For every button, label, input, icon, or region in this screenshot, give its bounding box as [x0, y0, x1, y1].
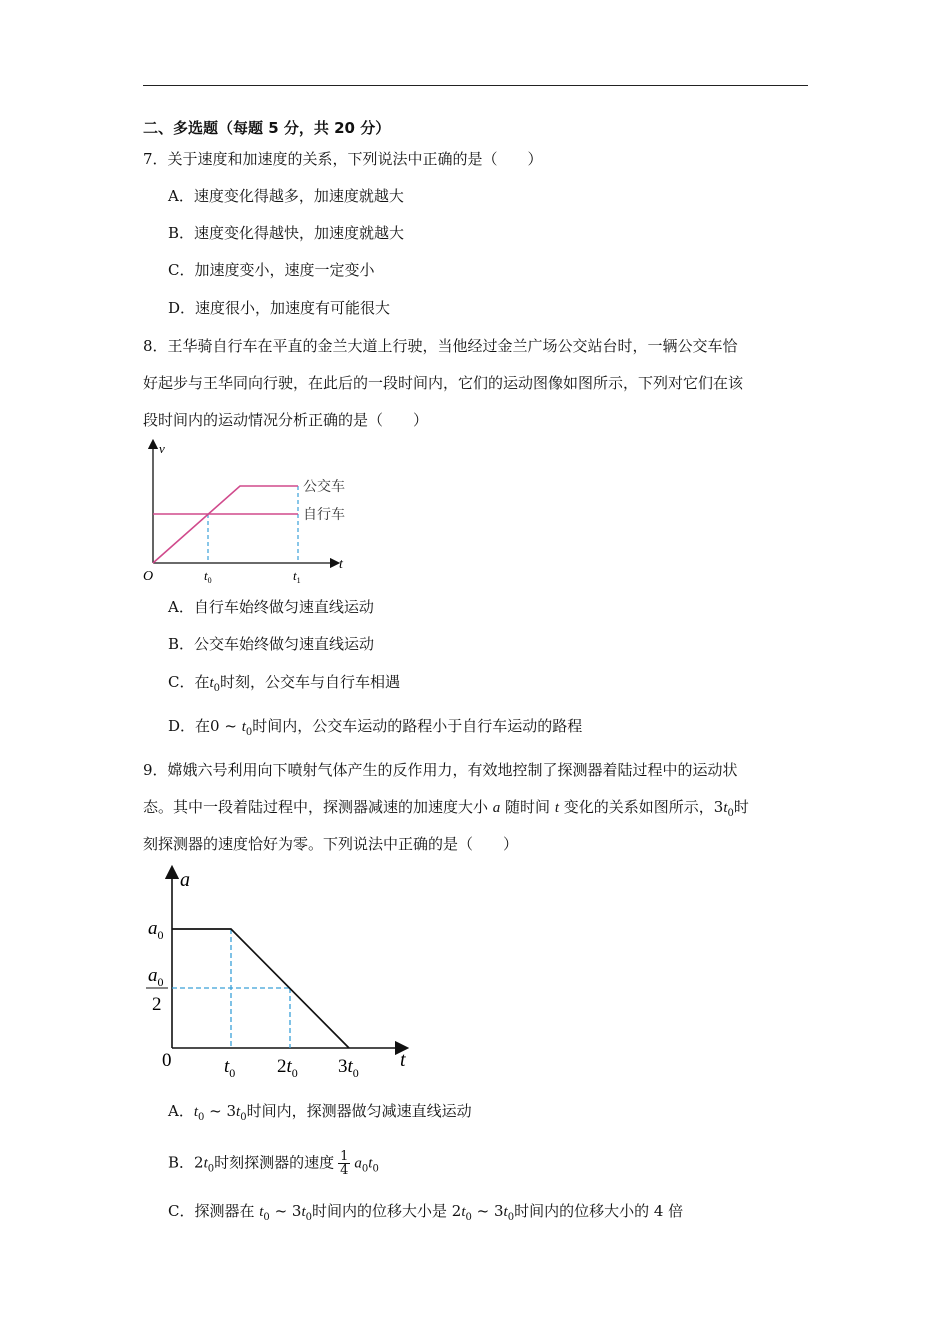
q8-option-c[interactable]: C．在$t_0$时刻，公交车与自行车相遇 [168, 673, 401, 694]
q8-stem-line-3: 段时间内的运动情况分析正确的是（ ） [143, 411, 429, 429]
one-quarter-fraction: $\frac{1}{4}$ [340, 1149, 349, 1178]
q9-t0-tick: $t_0$ [224, 1056, 236, 1080]
q7-stem: 7．关于速度和加速度的关系，下列说法中正确的是（ ） [143, 150, 543, 168]
q7-option-d[interactable]: D．速度很小，加速度有可能很大 [168, 299, 391, 317]
q8-v-label: v [159, 441, 165, 456]
q9-option-b[interactable]: B．$2t_0$时刻探测器的速度 $\frac{1}{4}$ $a_0t_0$ [168, 1149, 379, 1178]
q8-option-b[interactable]: B．公交车始终做匀速直线运动 [168, 635, 375, 653]
q8-option-a[interactable]: A．自行车始终做匀速直线运动 [168, 598, 374, 616]
q9-half-num: $a_0$ [148, 965, 164, 989]
q8-origin-label: O [143, 569, 154, 584]
q8-t0-tick: $t_0$ [204, 568, 212, 585]
q9-2t0-tick: $2t_0$ [277, 1056, 298, 1080]
q9-zero-label: 0 [162, 1050, 172, 1071]
q8-t-label: t [339, 557, 343, 572]
q9-stem-line-2: 态。其中一段着陆过程中，探测器减速的加速度大小 a 随时间 t 变化的关系如图所示，$3t_0$时 [143, 798, 749, 819]
q8-option-d[interactable]: D．在0 ~ $t_0$时间内，公交车运动的路程小于自行车运动的路程 [168, 717, 583, 738]
q7-option-a[interactable]: A．速度变化得越多，加速度就越大 [168, 187, 404, 205]
q9-a-label: a [180, 869, 190, 891]
q9-stem-line-3: 刻探测器的速度恰好为零。下列说法中正确的是（ ） [143, 835, 519, 853]
q8-bus-label: 公交车 [303, 479, 345, 495]
q9-option-c[interactable]: C．探测器在 $t_0$ ~ $3t_0$时间内的位移大小是 $2t_0$ ~ $3t_0$时间内的位移大小的 4 倍 [168, 1202, 684, 1223]
q8-vt-graph [135, 438, 365, 588]
q8-bus-line [153, 486, 298, 563]
section-title: 二、多选题（每题 5 分，共 20 分） [143, 119, 391, 137]
header-rule [143, 85, 808, 86]
q8-stem-line-2: 好起步与王华同向行驶，在此后的一段时间内，它们的运动图像如图所示，下列对它们在该 [143, 374, 744, 392]
q9-3t0-tick: $3t_0$ [338, 1056, 359, 1080]
q9-t-label: t [400, 1049, 406, 1071]
q9-stem-line-1: 9．嫦娥六号利用向下喷射气体产生的反作用力，有效地控制了探测器着陆过程中的运动状 [143, 761, 738, 779]
q9-option-a[interactable]: A．$t_0$ ~ $3t_0$时间内，探测器做匀减速直线运动 [168, 1102, 472, 1123]
q8-stem-line-1: 8．王华骑自行车在平直的金兰大道上行驶，当他经过金兰广场公交站台时，一辆公交车恰 [143, 337, 738, 355]
q7-option-c[interactable]: C．加速度变小，速度一定变小 [168, 261, 375, 279]
q8-bike-label: 自行车 [303, 507, 345, 523]
q8-t1-tick: $t_1$ [293, 568, 301, 585]
q9-at-graph [140, 862, 430, 1082]
q7-option-b[interactable]: B．速度变化得越快，加速度就越大 [168, 224, 405, 242]
q9-half-den: 2 [152, 994, 162, 1015]
q9-a0-label: $a_0$ [148, 918, 164, 942]
